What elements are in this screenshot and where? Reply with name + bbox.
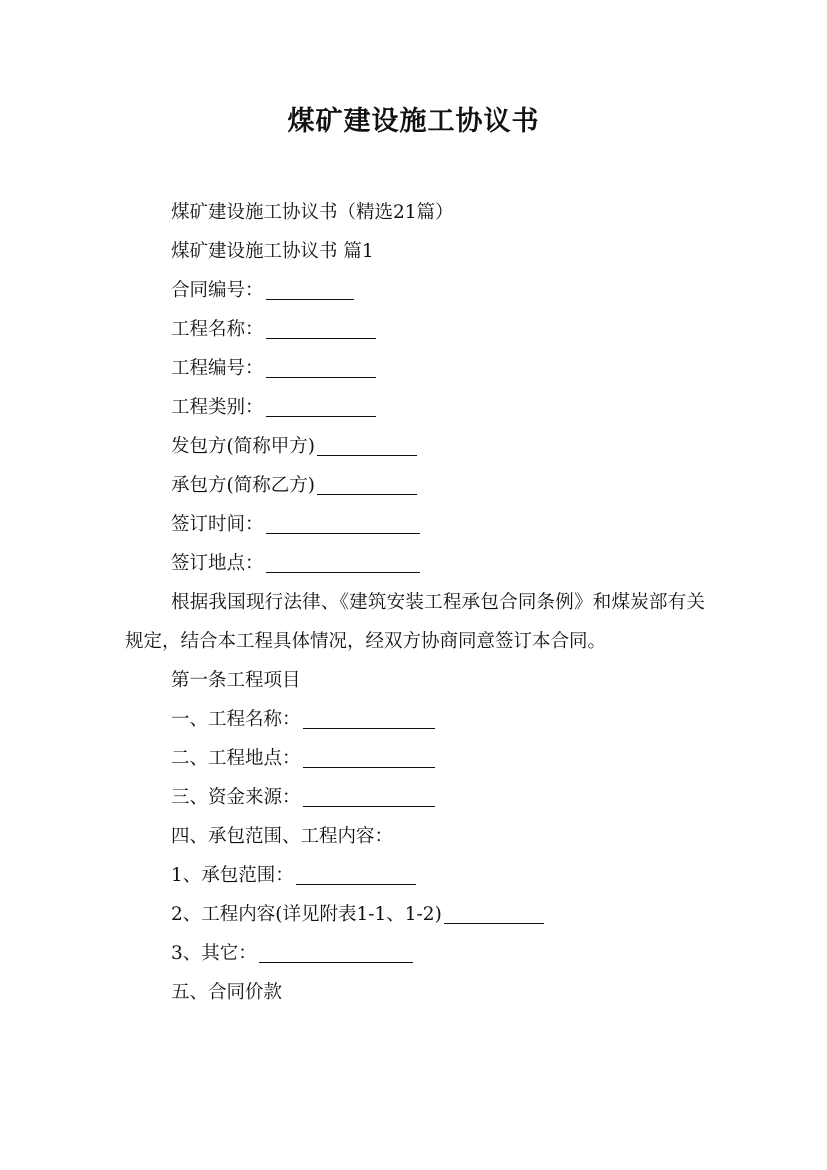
preamble-paragraph: 根据我国现行法律、《建筑安装工程承包合同条例》和煤炭部有关规定，结合本工程具体情况，经双方协商同意签订本合同。 <box>125 592 705 652</box>
field-party-b <box>125 466 705 505</box>
document-title: 煤矿建设施工协议书 <box>287 106 540 137</box>
blank-underline <box>303 706 435 729</box>
field-project-name <box>125 310 705 349</box>
blank-underline <box>317 433 417 456</box>
field-label: 承包方(简称乙方) <box>171 475 315 496</box>
article-item-1 <box>125 700 705 739</box>
field-contract-no <box>125 271 705 310</box>
blank-underline <box>266 355 376 378</box>
field-party-a <box>125 427 705 466</box>
subtitle-line: 煤矿建设施工协议书（精选21篇） <box>171 202 454 223</box>
field-label: 签订时间： <box>171 514 264 535</box>
item-label: 2、工程内容(详见附表1-1、1-2) <box>171 904 442 925</box>
item-label: 3、其它： <box>171 943 257 964</box>
article-item-3 <box>125 778 705 817</box>
field-label: 工程编号： <box>171 358 264 379</box>
blank-underline <box>303 745 435 768</box>
blank-underline <box>266 394 376 417</box>
blank-underline <box>266 316 376 339</box>
field-project-no <box>125 349 705 388</box>
item-label: 二、工程地点： <box>171 748 301 769</box>
section-heading: 煤矿建设施工协议书 篇1 <box>171 241 374 262</box>
blank-underline <box>259 940 413 963</box>
article-item-5: 五、合同价款 <box>171 982 283 1003</box>
blank-underline <box>296 862 416 885</box>
item-label: 三、资金来源： <box>171 787 301 808</box>
article-sub-2 <box>125 895 705 934</box>
article-item-2 <box>125 739 705 778</box>
field-label: 合同编号： <box>171 280 264 301</box>
field-sign-time <box>125 505 705 544</box>
article-sub-1 <box>125 856 705 895</box>
field-label: 工程类别： <box>171 397 264 418</box>
blank-underline <box>266 511 420 534</box>
document-body <box>125 193 705 1012</box>
item-label: 1、承包范围： <box>171 865 294 886</box>
field-project-category <box>125 388 705 427</box>
blank-underline <box>303 784 435 807</box>
field-sign-place <box>125 544 705 583</box>
article-heading: 第一条工程项目 <box>171 670 301 691</box>
article-item-4: 四、承包范围、工程内容： <box>171 826 394 847</box>
blank-underline <box>444 901 544 924</box>
blank-underline <box>317 472 417 495</box>
item-label: 一、工程名称： <box>171 709 301 730</box>
blank-underline <box>266 550 420 573</box>
blank-underline <box>266 277 354 300</box>
field-label: 工程名称： <box>171 319 264 340</box>
field-label: 发包方(简称甲方) <box>171 436 315 457</box>
field-label: 签订地点： <box>171 553 264 574</box>
article-sub-3 <box>125 934 705 973</box>
